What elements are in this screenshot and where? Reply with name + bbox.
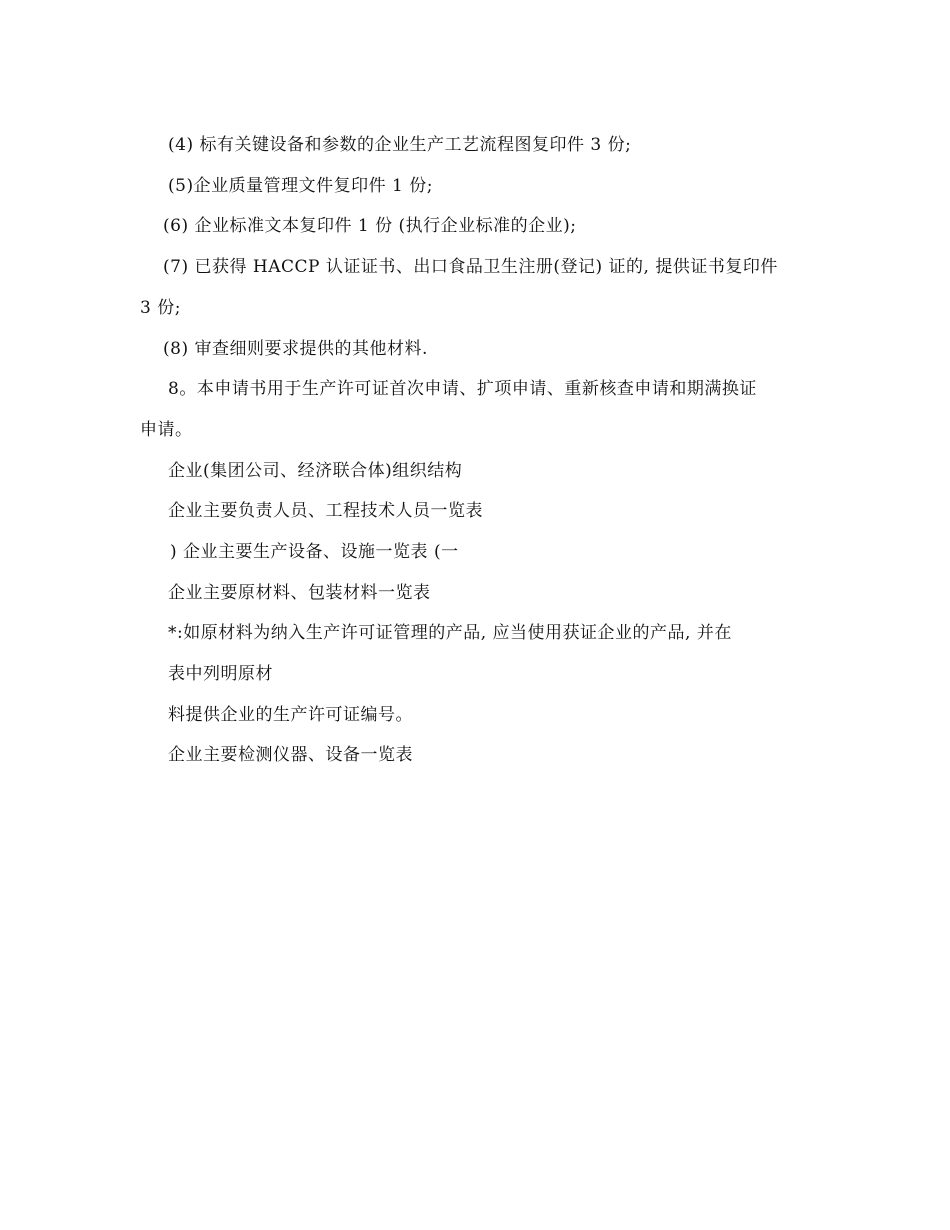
- heading-personnel-table: 企业主要负责人员、工程技术人员一览表: [168, 501, 483, 521]
- heading-org-structure: 企业(集团公司、经济联合体)组织结构: [168, 461, 463, 481]
- text-line-item-7: (7) 已获得 HACCP 认证证书、出口食品卫生注册(登记) 证的, 提供证书复印件: [163, 257, 778, 277]
- text-line-item-4: (4) 标有关键设备和参数的企业生产工艺流程图复印件 3 份;: [168, 135, 632, 155]
- heading-materials-table: 企业主要原材料、包装材料一览表: [168, 583, 431, 603]
- text-line-note-8-cont: 申请。: [140, 420, 193, 440]
- text-line-item-8: (8) 审查细则要求提供的其他材料.: [163, 339, 428, 359]
- heading-equipment-table: ) 企业主要生产设备、设施一览表 (一: [170, 542, 459, 562]
- text-line-item-6: (6) 企业标准文本复印件 1 份 (执行企业标准的企业);: [163, 216, 577, 236]
- heading-testing-instruments-table: 企业主要检测仪器、设备一览表: [168, 745, 413, 765]
- text-line-item-7-cont: 3 份;: [140, 298, 181, 318]
- footnote-materials: *:如原材料为纳入生产许可证管理的产品, 应当使用获证企业的产品, 并在: [168, 623, 732, 643]
- text-line-item-5: (5)企业质量管理文件复印件 1 份;: [168, 176, 433, 196]
- text-line-note-8: 8。本申请书用于生产许可证首次申请、扩项申请、重新核查申请和期满换证: [168, 379, 757, 399]
- footnote-materials-cont-1: 表中列明原材: [168, 664, 273, 684]
- footnote-materials-cont-2: 料提供企业的生产许可证编号。: [168, 705, 413, 725]
